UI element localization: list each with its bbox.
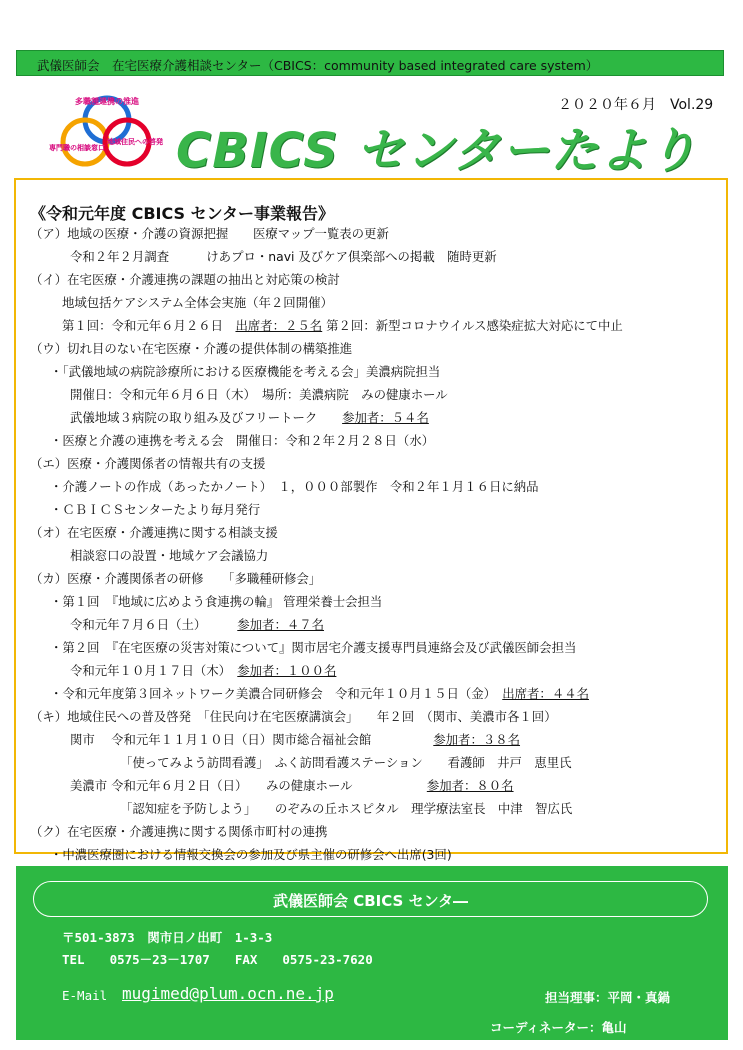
cbics-logo bbox=[49, 92, 163, 172]
line-text: 美濃市 令和元年６月２日（日） みの健康ホール bbox=[70, 778, 427, 793]
line-text: 関市 令和元年１１月１０日（日）関市総合福祉会館 bbox=[70, 732, 434, 747]
report-line bbox=[70, 663, 336, 679]
report-line: （エ）医療・介護関係者の情報共有の支援 bbox=[30, 456, 266, 471]
footer-org-pill bbox=[33, 881, 708, 917]
line-text: 第２回：新型コロナウイルス感染症拡大対応にて中止 bbox=[322, 318, 623, 333]
footer-director: 担当理事：平岡・真鍋 bbox=[545, 990, 671, 1005]
attendance-count: 出席者：４４名 bbox=[502, 686, 589, 701]
line-text: 第１回：令和元年６月２６日 bbox=[62, 318, 236, 333]
footer-tel-fax: TEL 0575－23－1707 FAX 0575-23-7620 bbox=[62, 952, 373, 967]
attendance-count: 参加者：１００名 bbox=[237, 663, 337, 678]
footer-email-label: E-Mail bbox=[62, 988, 108, 1003]
logo-text-2: 専門職の相談窓口 bbox=[49, 144, 105, 152]
report-line: ・中濃医療圏における情報交換会の参加及び県主催の研修会へ出席(3回) bbox=[50, 847, 452, 862]
header-banner bbox=[16, 50, 724, 76]
report-line: 「認知症を予防しよう」 のぞみの丘ホスピタル 理学療法室長 中津 智広氏 bbox=[120, 801, 573, 816]
attendance-count: 参加者：３８名 bbox=[433, 732, 521, 747]
footer-org: 武儀医師会 CBICS センタ― bbox=[273, 892, 468, 910]
report-line: ・第２回 『在宅医療の災害対策について』関市居宅介護支援専門員連絡会及び武儀医師会担当 bbox=[50, 640, 577, 655]
report-line: ・第１回 『地域に広めよう食連携の輪』 管理栄養士会担当 bbox=[50, 594, 383, 609]
logo-text-3: 地域住民への啓発 bbox=[107, 138, 163, 146]
report-line bbox=[70, 617, 324, 633]
line-text: 武儀地域３病院の取り組み及びフリートーク bbox=[70, 410, 343, 425]
footer-address: 〒501-3873 関市日ノ出町 1-3-3 bbox=[62, 930, 273, 945]
report-line: 令和２年２月調査 けあプロ・navi 及びケア倶楽部への掲載 随時更新 bbox=[70, 249, 497, 264]
report-line: （ク）在宅医療・介護連携に関する関係市町村の連携 bbox=[30, 824, 328, 839]
attendance-count: 出席者：２５名 bbox=[235, 318, 323, 333]
report-line: ・医療と介護の連携を考える会 開催日：令和２年２月２８日（水） bbox=[50, 433, 435, 448]
attendance-count: 参加者：８０名 bbox=[426, 778, 514, 793]
report-line: （オ）在宅医療・介護連携に関する相談支援 bbox=[30, 525, 278, 540]
banner-text: 武儀医師会 在宅医療介護相談センター（CBICS：community based integrated care system） bbox=[37, 58, 599, 73]
footer-email-link[interactable]: mugimed@plum.ocn.ne.jp bbox=[122, 984, 334, 1003]
report-line: （ウ）切れ目のない在宅医療・介護の提供体制の構築推進 bbox=[30, 341, 353, 356]
report-line bbox=[50, 686, 589, 702]
line-text: 令和元年７月６日（土） bbox=[70, 617, 238, 632]
report-line bbox=[70, 410, 429, 426]
report-line: 「使ってみよう訪問看護」 ふく訪問看護ステーション 看護師 井戸 恵里氏 bbox=[120, 755, 572, 770]
report-line: （カ）医療・介護関係者の研修 「多職種研修会」 bbox=[30, 571, 322, 586]
issue-date: ２０２０年６月 Vol.29 bbox=[558, 97, 714, 113]
footer-coordinator: コーディネーター：亀山 bbox=[490, 1020, 627, 1035]
attendance-count: 参加者：４７名 bbox=[237, 617, 325, 632]
newsletter-title: CBICS センターたより bbox=[176, 123, 698, 179]
report-line: 地域包括ケアシステム全体会実施（年２回開催） bbox=[62, 295, 333, 310]
report-heading: 《令和元年度 CBICS センター事業報告》 bbox=[30, 204, 334, 223]
report-line: ・「武儀地域の病院診療所における医療機能を考える会」美濃病院担当 bbox=[50, 364, 441, 379]
report-line: （ア）地域の医療・介護の資源把握 医療マップ一覧表の更新 bbox=[30, 226, 389, 241]
report-line: （キ）地域住民への普及啓発 「住民向け在宅医療講演会」 年２回 （関市、美濃市各１回） bbox=[30, 709, 557, 724]
line-text: ・令和元年度第３回ネットワーク美濃合同研修会 令和元年１０月１５日（金） bbox=[50, 686, 503, 701]
report-line: 相談窓口の設置・地域ケア会議協力 bbox=[70, 548, 269, 563]
report-line: （イ）在宅医療・介護連携の課題の抽出と対応策の検討 bbox=[30, 272, 340, 287]
logo-text-1: 多職種連携の推進 bbox=[75, 97, 139, 106]
report-line bbox=[70, 732, 520, 748]
line-text: 令和元年１０月１７日（木） bbox=[70, 663, 238, 678]
report-line bbox=[70, 778, 514, 794]
report-line: 開催日：令和元年６月６日（木） 場所：美濃病院 みの健康ホール bbox=[70, 387, 448, 402]
report-line bbox=[62, 318, 623, 334]
report-line: ・ＣＢＩＣＳセンターたより毎月発行 bbox=[50, 502, 261, 517]
attendance-count: 参加者：５４名 bbox=[342, 410, 429, 425]
report-line: ・介護ノートの作成（あったかノート） １，０００部製作 令和２年１月１６日に納品 bbox=[50, 479, 539, 494]
